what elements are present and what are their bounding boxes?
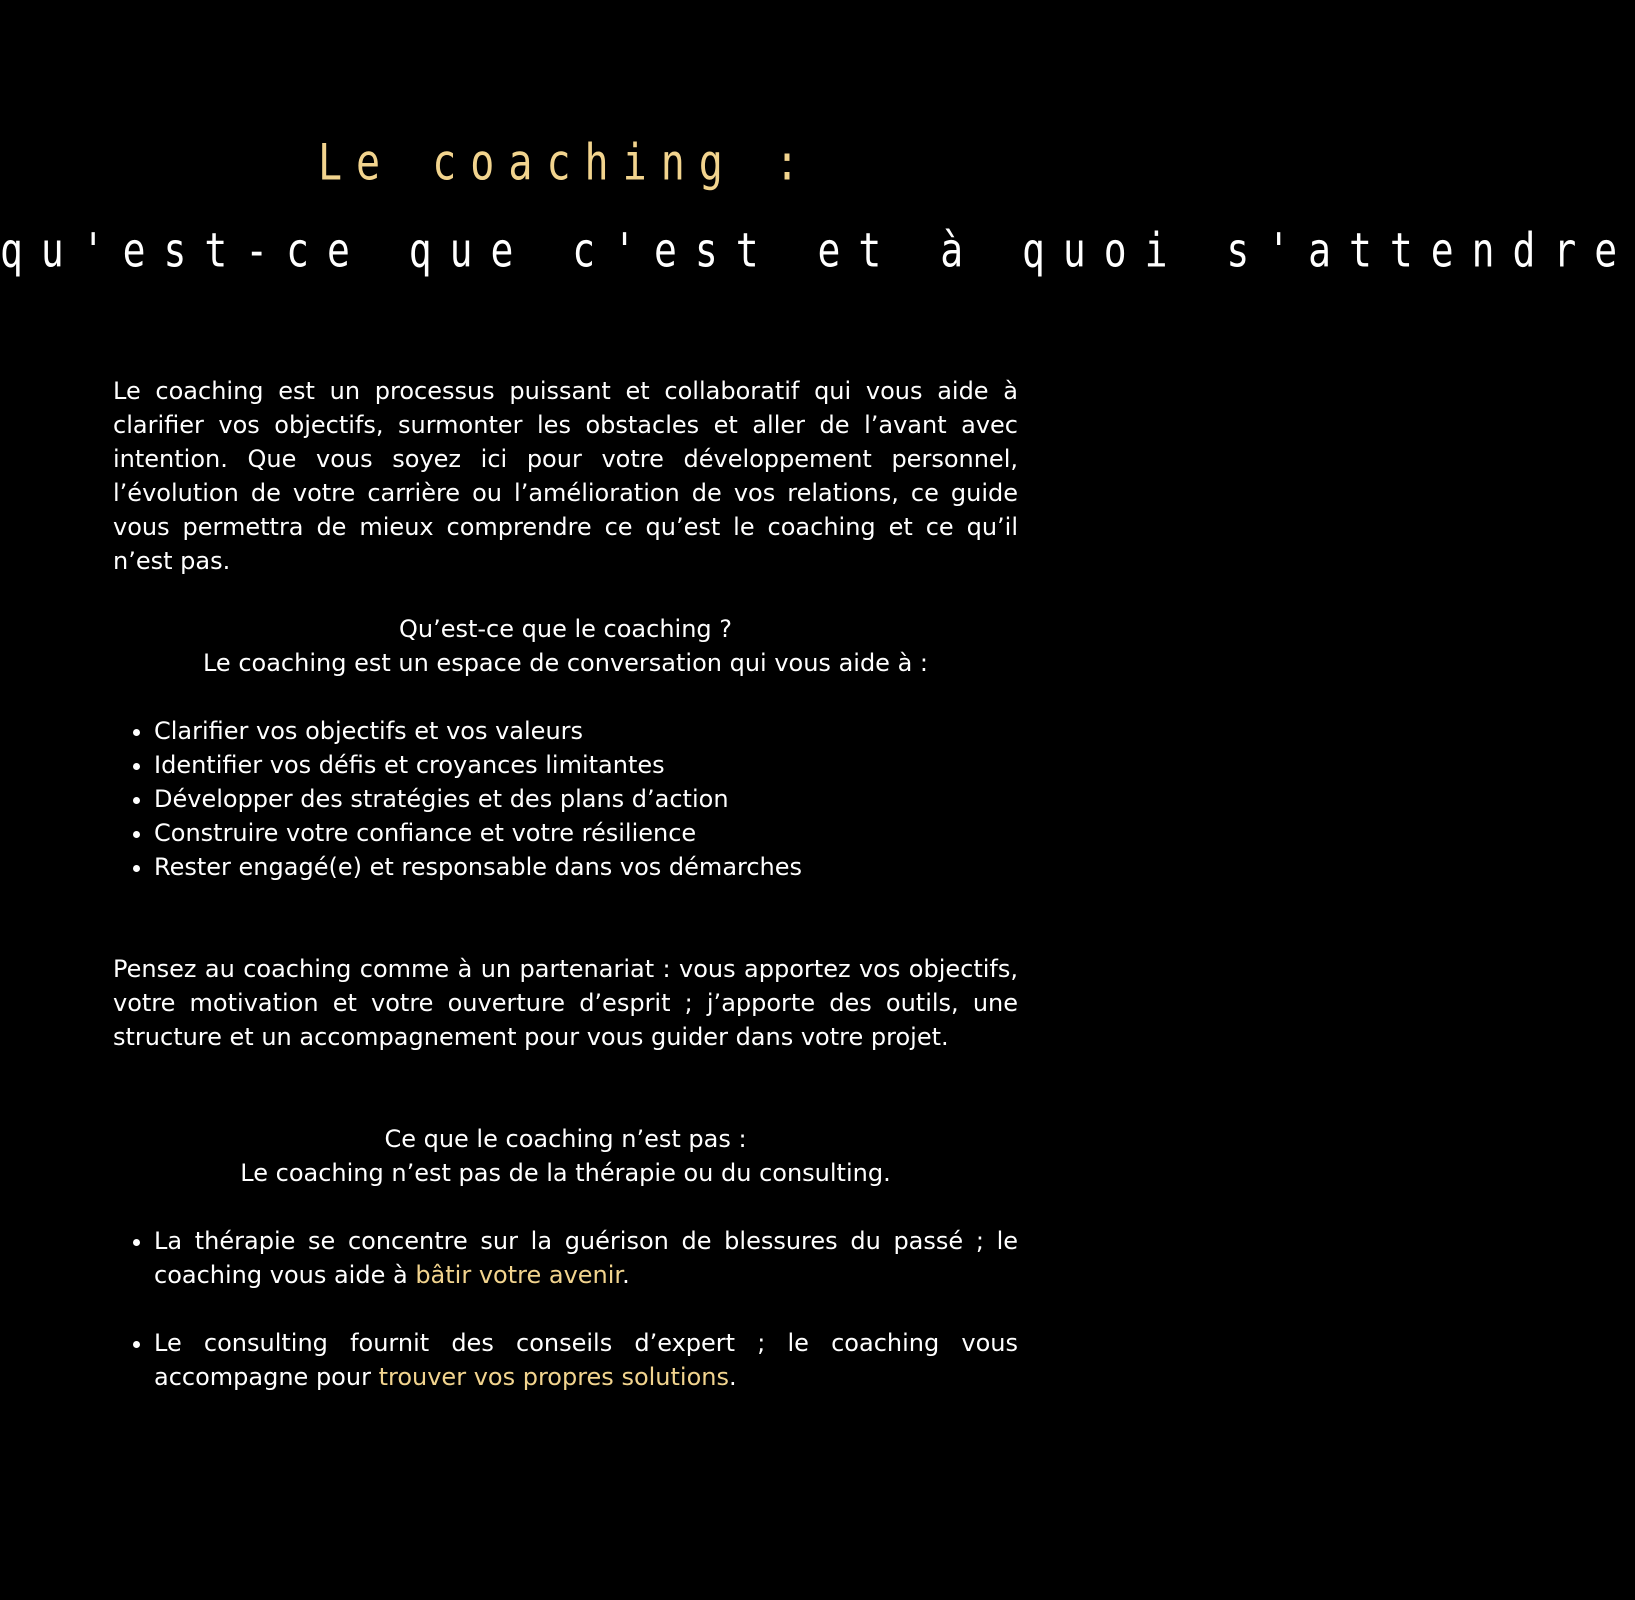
coaching-benefits-list (113, 714, 1018, 884)
therapy-highlight: bâtir votre avenir (415, 1261, 623, 1289)
list-item-consulting (154, 1326, 1018, 1394)
list-item: • Identifier vos défis et croyances limitantes (154, 748, 1018, 782)
section-subheading-what-is: Le coaching est un espace de conversation qui vous aide à : (202, 649, 928, 677)
therapy-text: La thérapie se concentre sur la guérison de blessures du passé ; le coaching vous aide à (154, 1227, 1018, 1289)
consulting-highlight: trouver vos propres solutions (378, 1363, 729, 1391)
list-item: • Construire votre confiance et votre résilience (154, 816, 1018, 850)
consulting-text: Le consulting fournit des conseils d’expert ; le coaching vous accompagne pour (154, 1329, 1018, 1391)
list-item: • Développer des stratégies et des plans d’action (154, 782, 1018, 816)
therapy-end: . (622, 1261, 630, 1289)
section-heading-what-is: Qu’est-ce que le coaching ? (398, 615, 733, 643)
list-item-therapy (154, 1224, 1018, 1292)
consulting-end: . (728, 1363, 737, 1391)
section-heading-what-is-not: Ce que le coaching n’est pas : (384, 1125, 747, 1153)
partnership-paragraph: Pensez au coaching comme à un partenariat : vous apportez vos objectifs, votre motivation et votre ouverture d’esprit ; j’apporte des outils, une structure et un accompagnement pour vous guider dans votre projet. (113, 955, 1018, 1051)
coaching-differences-list (113, 1224, 1018, 1292)
page-title-line-2: qu'est-ce que c'est et à quoi s'attendre (0, 222, 1635, 278)
content (113, 374, 1018, 1394)
coaching-differences-list-2 (113, 1326, 1018, 1394)
list-item: • Clarifier vos objectifs et vos valeurs (154, 714, 1018, 748)
intro-paragraph: Le coaching est un processus puissant et collaboratif qui vous aide à clarifier vos objectifs, surmonter les obstacles et aller de l’avant avec intention. Que vous soyez ici pour votre développement personnel, l’évolution de votre carrière ou l’amélioration de vos relations, ce guide vous permettra de mieux comprendre ce qu’est le coaching et ce qu’il n’est pas. (113, 377, 1018, 575)
list-item: • Rester engagé(e) et responsable dans vos démarches (154, 850, 1018, 884)
page-title-line-1: Le coaching : (317, 134, 814, 192)
section-subheading-what-is-not: Le coaching n’est pas de la thérapie ou du consulting. (240, 1159, 891, 1187)
